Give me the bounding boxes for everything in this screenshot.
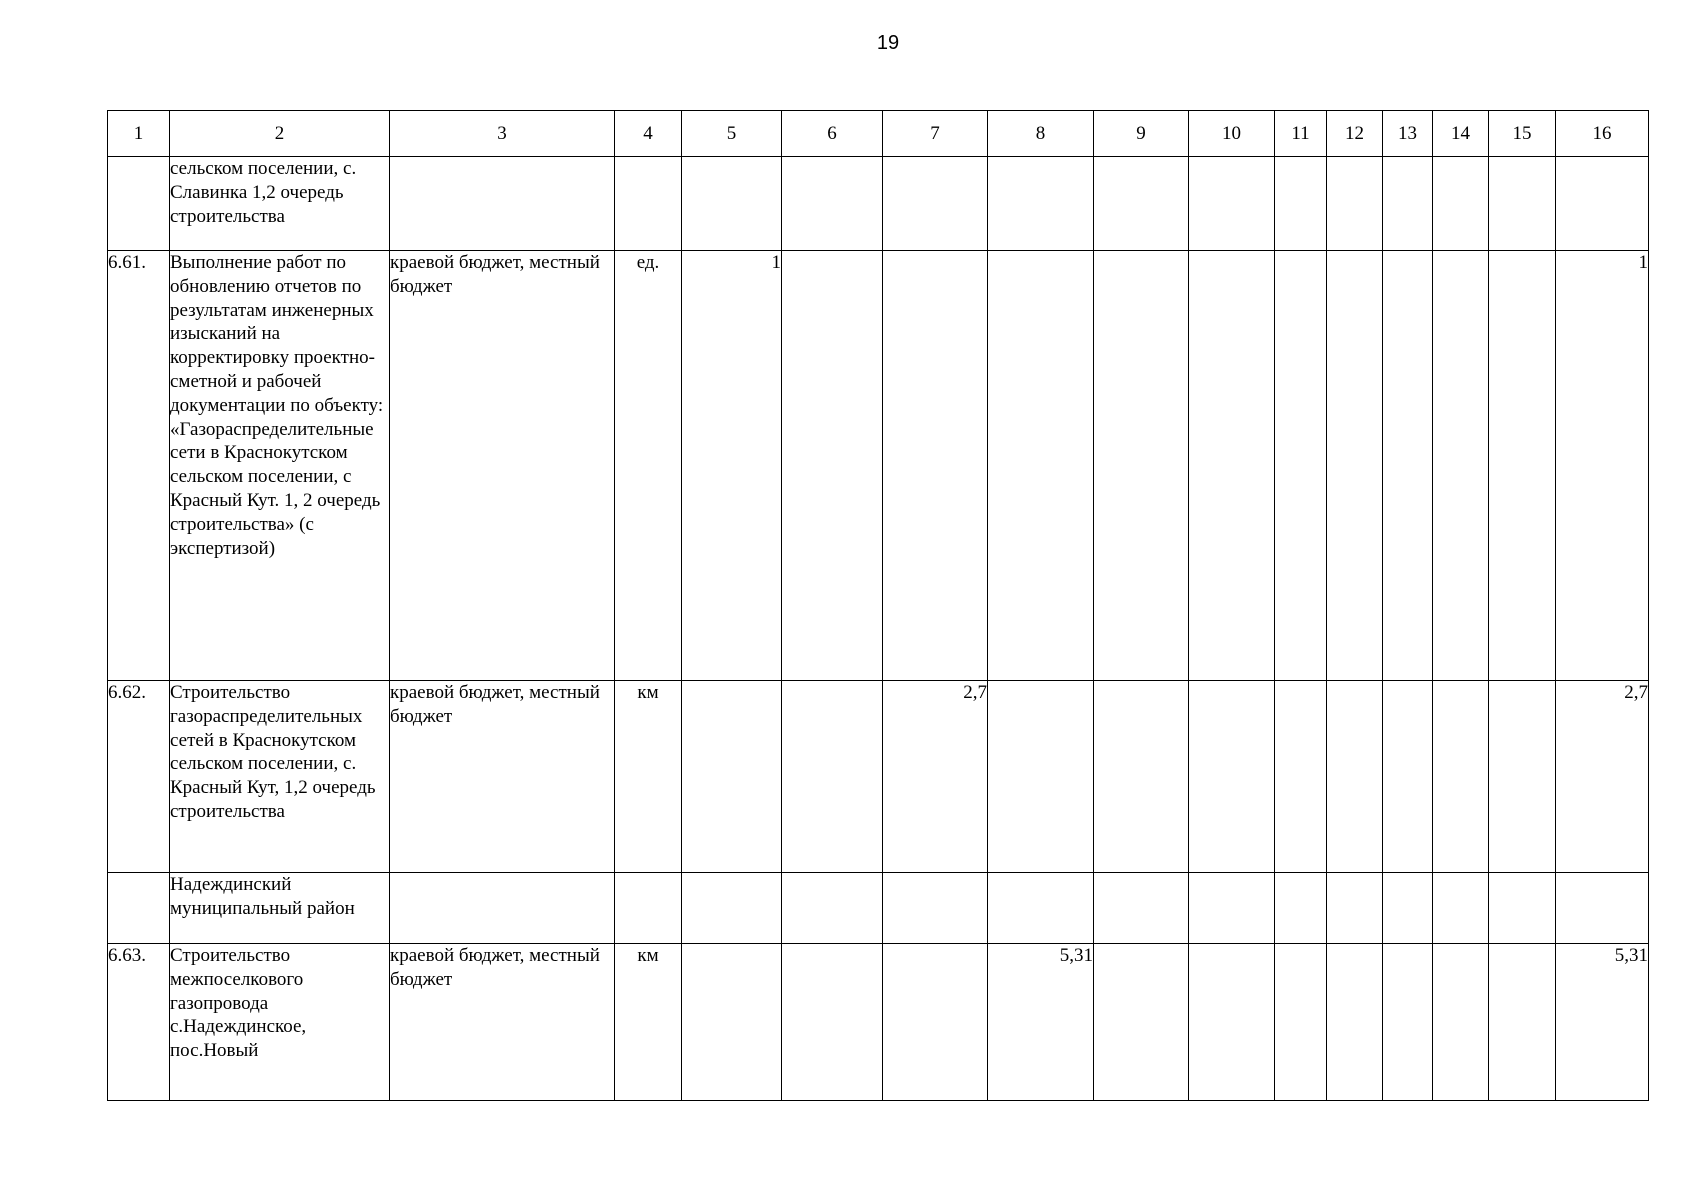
value-cell xyxy=(1275,681,1327,873)
table-row xyxy=(108,681,1649,873)
value-cell xyxy=(883,944,988,1101)
unit xyxy=(615,873,682,944)
header-cell: 5 xyxy=(682,111,782,157)
value-cell xyxy=(782,251,883,681)
value-cell xyxy=(782,873,883,944)
unit xyxy=(615,157,682,251)
value-cell xyxy=(988,157,1094,251)
value-cell xyxy=(1275,944,1327,1101)
table-row xyxy=(108,873,1649,944)
value-cell xyxy=(1094,157,1189,251)
funding-source xyxy=(390,873,615,944)
header-cell: 13 xyxy=(1383,111,1433,157)
total-cell: 5,31 xyxy=(1556,944,1649,1101)
value-cell xyxy=(782,944,883,1101)
funding-source: краевой бюджет, местный бюджет xyxy=(390,944,615,1101)
value-cell xyxy=(682,873,782,944)
row-number: 6.61. xyxy=(108,251,170,681)
value-cell xyxy=(1433,251,1489,681)
value-cell: 5,31 xyxy=(988,944,1094,1101)
section-title: Надеждинский муниципальный район xyxy=(170,873,390,944)
value-cell xyxy=(1383,873,1433,944)
page-number: 19 xyxy=(876,32,900,54)
row-number: 6.62. xyxy=(108,681,170,873)
item-name: сельском поселении, с. Славинка 1,2 очередь строительства xyxy=(170,157,390,251)
unit: ед. xyxy=(615,251,682,681)
header-cell: 15 xyxy=(1489,111,1556,157)
value-cell xyxy=(1489,873,1556,944)
value-cell xyxy=(1489,681,1556,873)
item-name: Строительство межпоселкового газопровода с.Надеждинское, пос.Новый xyxy=(170,944,390,1101)
value-cell xyxy=(1275,251,1327,681)
total-cell: 2,7 xyxy=(1556,681,1649,873)
value-cell xyxy=(1383,251,1433,681)
funding-source: краевой бюджет, местный бюджет xyxy=(390,681,615,873)
value-cell xyxy=(988,681,1094,873)
item-name: Строительство газораспределительных сетей в Краснокутском сельском поселении, с. Красный Кут, 1,2 очередь строительства xyxy=(170,681,390,873)
value-cell xyxy=(682,681,782,873)
data-table xyxy=(107,110,1649,1101)
value-cell xyxy=(1189,681,1275,873)
header-cell: 3 xyxy=(390,111,615,157)
value-cell xyxy=(1189,251,1275,681)
value-cell xyxy=(1327,944,1383,1101)
header-cell: 1 xyxy=(108,111,170,157)
value-cell xyxy=(1327,873,1383,944)
header-cell: 7 xyxy=(883,111,988,157)
value-cell xyxy=(1275,157,1327,251)
value-cell xyxy=(1327,681,1383,873)
value-cell xyxy=(782,157,883,251)
funding-source: краевой бюджет, местный бюджет xyxy=(390,251,615,681)
value-cell xyxy=(1189,157,1275,251)
row-number xyxy=(108,873,170,944)
value-cell xyxy=(1327,157,1383,251)
header-cell: 6 xyxy=(782,111,883,157)
header-cell: 8 xyxy=(988,111,1094,157)
total-cell xyxy=(1556,157,1649,251)
value-cell xyxy=(682,944,782,1101)
value-cell xyxy=(883,251,988,681)
unit: км xyxy=(615,681,682,873)
value-cell xyxy=(883,873,988,944)
header-cell: 10 xyxy=(1189,111,1275,157)
header-cell: 14 xyxy=(1433,111,1489,157)
value-cell xyxy=(1327,251,1383,681)
value-cell xyxy=(1094,944,1189,1101)
header-cell: 11 xyxy=(1275,111,1327,157)
unit: км xyxy=(615,944,682,1101)
value-cell xyxy=(1433,873,1489,944)
header-cell: 4 xyxy=(615,111,682,157)
funding-source xyxy=(390,157,615,251)
total-cell: 1 xyxy=(1556,251,1649,681)
table-header-row xyxy=(108,111,1649,157)
header-cell: 16 xyxy=(1556,111,1649,157)
item-name: Выполнение работ по обновлению отчетов по результатам инженерных изысканий на корректировку проектно-сметной и рабочей документации по объекту: «Газораспределительные сети в Краснокутском сельском поселении, с Красный Кут. 1, 2 очередь строительства» (с экспертизой) xyxy=(170,251,390,681)
value-cell xyxy=(1094,873,1189,944)
value-cell xyxy=(682,157,782,251)
row-number: 6.63. xyxy=(108,944,170,1101)
value-cell xyxy=(1383,944,1433,1101)
value-cell xyxy=(883,157,988,251)
header-cell: 12 xyxy=(1327,111,1383,157)
value-cell xyxy=(1383,157,1433,251)
value-cell xyxy=(1383,681,1433,873)
total-cell xyxy=(1556,873,1649,944)
table-row xyxy=(108,251,1649,681)
value-cell xyxy=(782,681,883,873)
value-cell xyxy=(1433,157,1489,251)
header-cell: 2 xyxy=(170,111,390,157)
value-cell xyxy=(1189,944,1275,1101)
value-cell xyxy=(988,873,1094,944)
row-number xyxy=(108,157,170,251)
value-cell xyxy=(1189,873,1275,944)
header-cell: 9 xyxy=(1094,111,1189,157)
value-cell xyxy=(1489,157,1556,251)
table-row xyxy=(108,157,1649,251)
value-cell: 1 xyxy=(682,251,782,681)
value-cell: 2,7 xyxy=(883,681,988,873)
value-cell xyxy=(1275,873,1327,944)
value-cell xyxy=(1094,681,1189,873)
value-cell xyxy=(1433,944,1489,1101)
value-cell xyxy=(1094,251,1189,681)
value-cell xyxy=(1489,251,1556,681)
value-cell xyxy=(988,251,1094,681)
value-cell xyxy=(1489,944,1556,1101)
table-row xyxy=(108,944,1649,1101)
value-cell xyxy=(1433,681,1489,873)
